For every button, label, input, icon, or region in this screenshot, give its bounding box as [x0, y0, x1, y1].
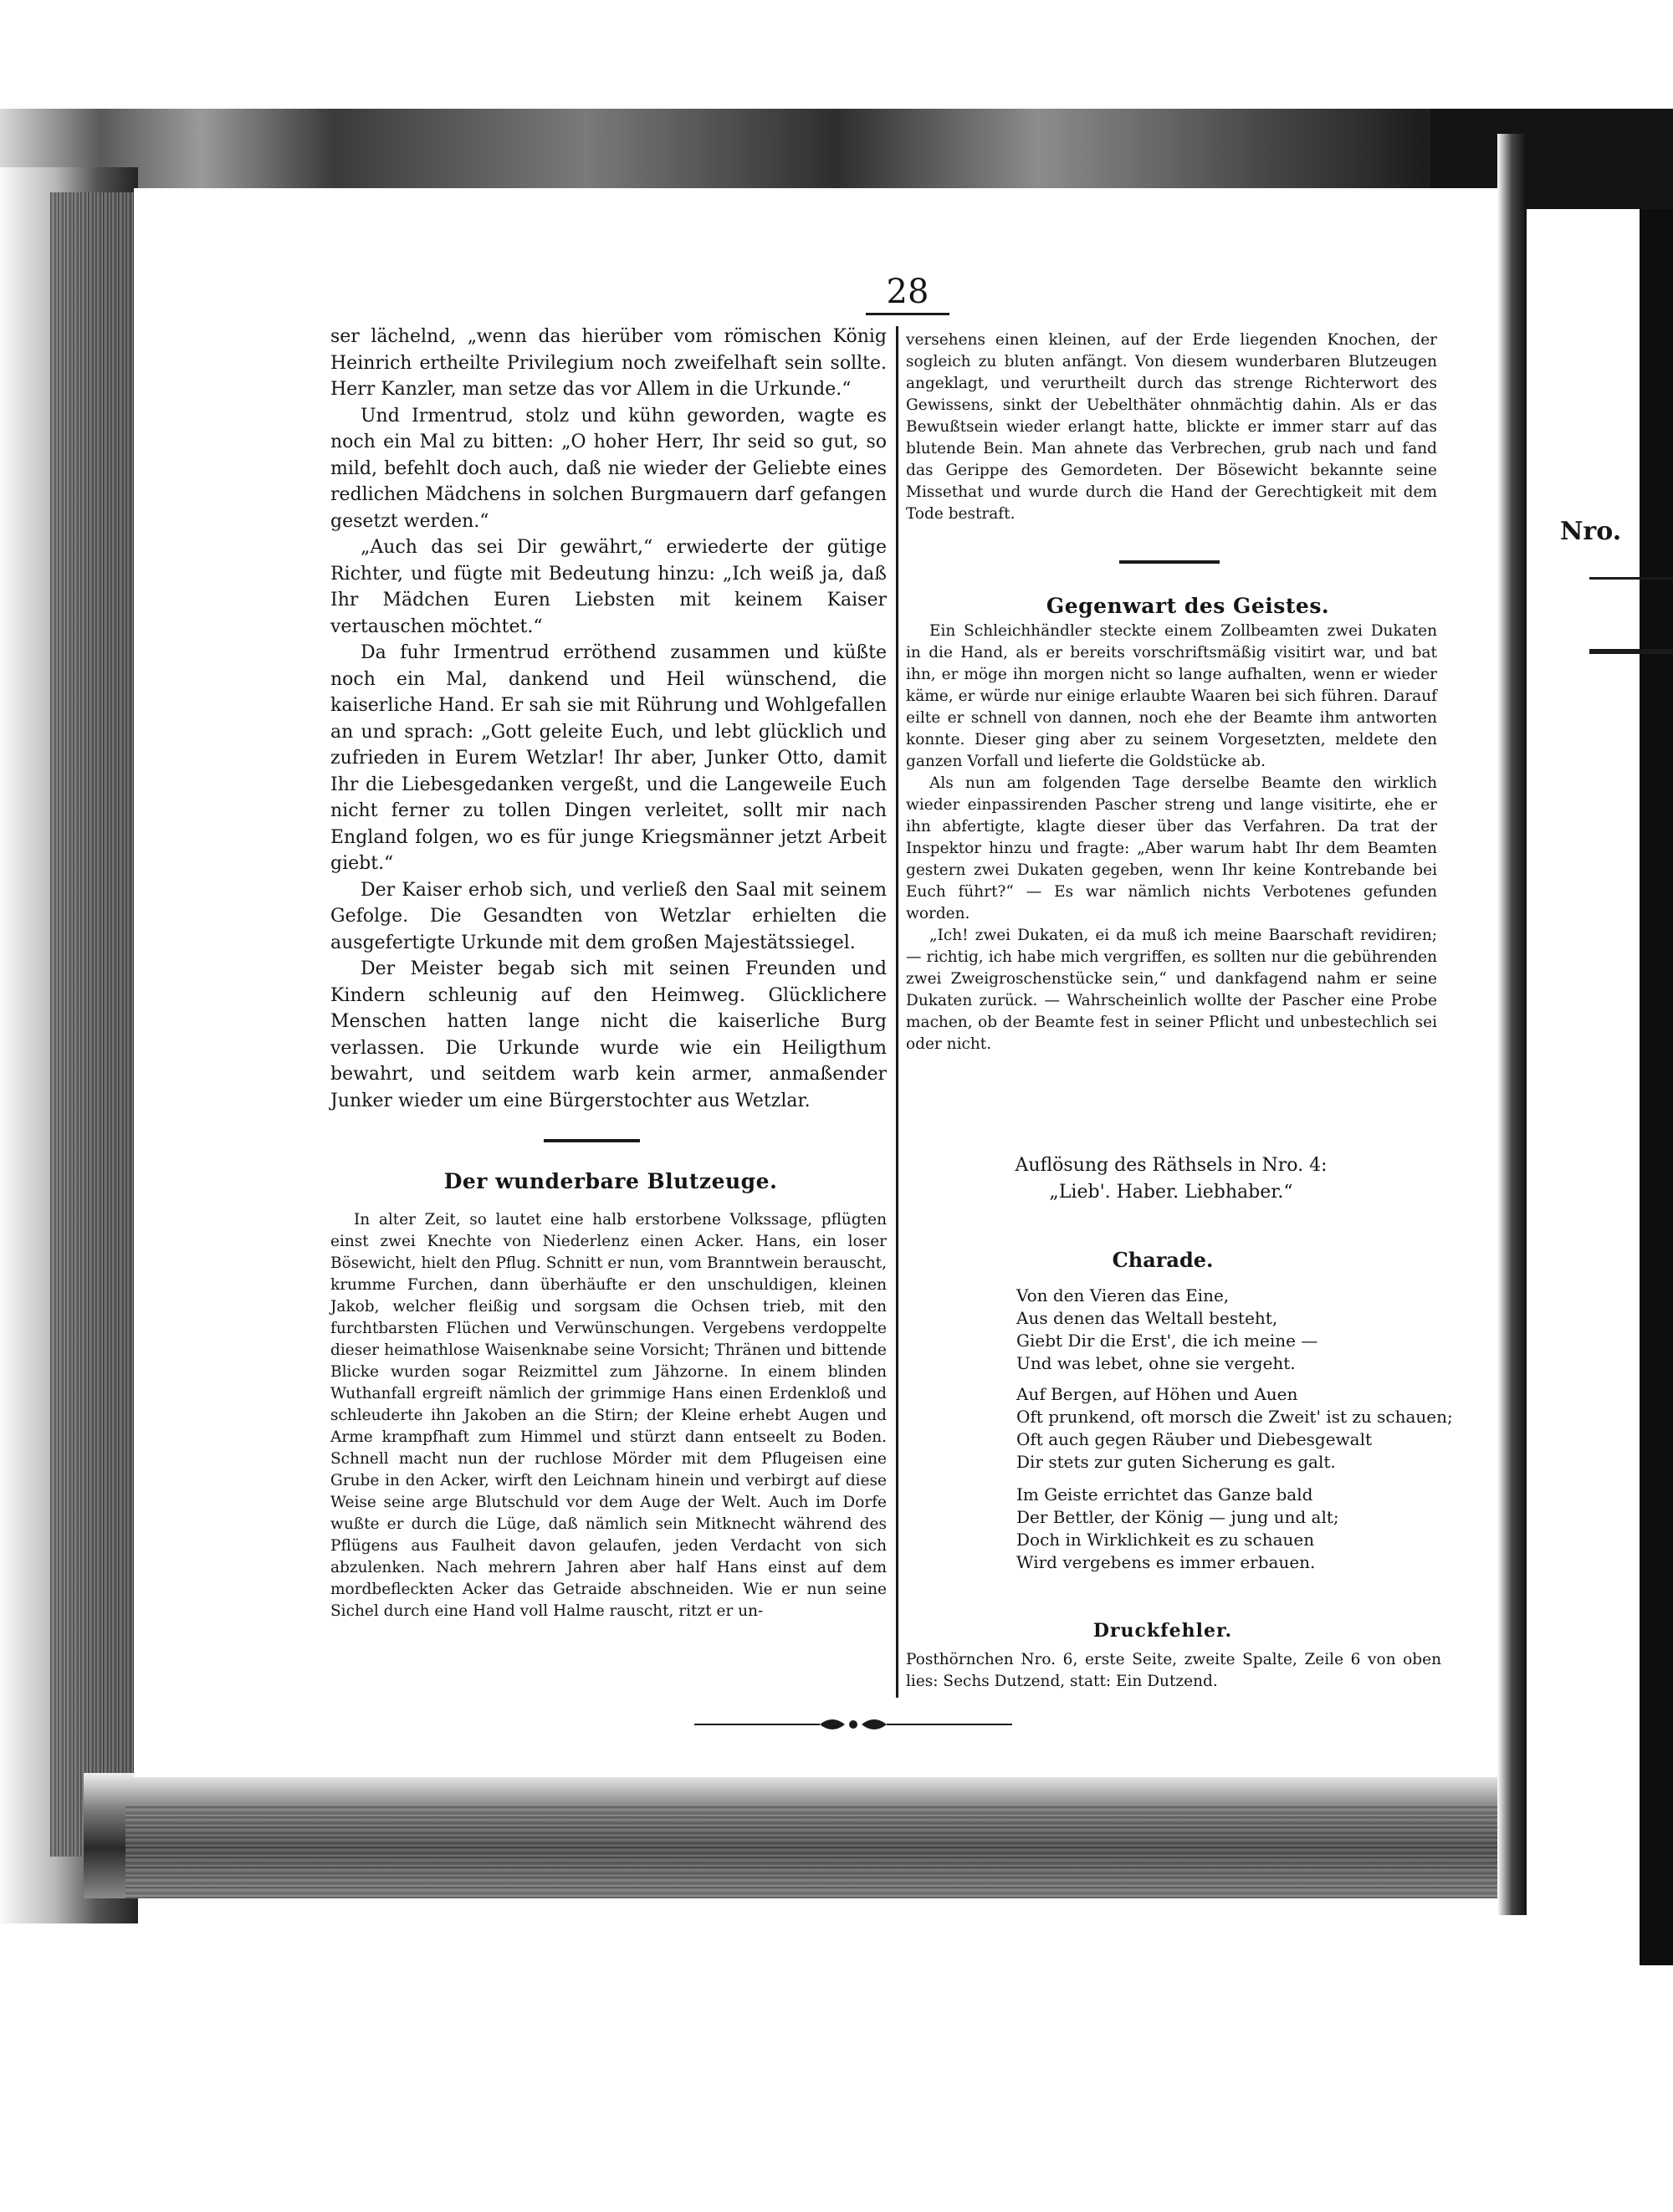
next-page-edge [1640, 209, 1673, 1965]
paragraph: Der Kaiser erhob sich, und verließ den Saal mit seinem Gefolge. Die Gesandten von Wetzlar erhielten die ausgefertigte Urkunde mit dem großen Majestätssiegel. [330, 879, 887, 953]
ornament-divider [694, 1706, 1012, 1739]
verse-line: Der Bettler, der König — jung und alt; [1016, 1507, 1339, 1527]
paragraph: Ein Schleichhändler steckte einem Zollbeamten zwei Dukaten in die Hand, als er bereits vorschriftsmäßig visitirt war, und bat ihn, er möge ihn morgen nicht so lange aufhalten, wenn er wieder käme, er würde nur einige erlaubte Waaren bei sich führen. Darauf eilte er schnell von dannen, noch ehe der Beamte ihm antworten konnte. Dieser ging aber zu seinem Vorgesetzten, meldete den ganzen Vorfall und lieferte die Goldstücke ab. [906, 622, 1437, 770]
column-divider [896, 326, 898, 1698]
verse-line: Wird vergebens es immer erbauen. [1016, 1552, 1316, 1572]
page-number: 28 [886, 273, 929, 311]
verse-line: Und was lebet, ohne sie vergeht. [1016, 1353, 1296, 1373]
book-page-stack-left [50, 192, 142, 1857]
story-title: Der wunderbare Blutzeuge. [443, 1169, 778, 1193]
paragraph: Da fuhr Irmentrud erröthend zusammen und küßte noch ein Mal, dankend und Heil wünschend, die kaiserliche Hand. Er sah sie mit Rührung und Wohlgefallen an und sprach: „Gott geleite Euch, und lebt glücklich und zufrieden in Eurem Wetzlar! Ihr aber, Junker Otto, damit Ihr die Liebesgedanken vergeßt, und die Langeweile Euch nicht ferner zu tollen Dingen verleitet, sollt mir nach England folgen, wo es für junge Kriegsmänner jetzt Arbeit giebt.“ [330, 642, 887, 874]
verse-line: Oft auch gegen Räuber und Diebesgewalt [1016, 1429, 1373, 1449]
solution-line: Auflösung des Räthsels in Nro. 4: [1015, 1155, 1328, 1176]
paragraph: In alter Zeit, so lautet eine halb erstorbene Volkssage, pflügten einst zwei Knechte von Niederlenz einen Acker. Hans, ein loser Bösewicht, hielt den Pflug. Schnitt er nun, vom Branntwein berauscht, krumme Furchen, dann überhäufte er den unschuldigen, kleinen Jakob, welcher fleißig und sorgsam die Ochsen trieb, mit den furchtbarsten Flüchen und Verwünschungen. Vergebens verdoppelte dieser heimathlose Waisenknabe seine Vorsicht; Thränen und bittende Blicke wurden sogar Reizmittel zum Jähzorne. In einem blinden Wuthanfall ergreift nämlich der grimmige Hans einen Erdenkloß und schleuderte ihn Jakoben an die Stirn; der Kleine erhebt Augen und Arme krampfhaft zum Himmel und stürzt dann entseelt zu Boden. Schnell macht nun der ruchlose Mörder mit dem Pflugeisen eine Grube in den Acker, wirft den Leichnam hinein und verbirgt auf diese Weise seine arge Blutschuld vor dem Auge der Welt. Auch im Dorfe wußte er durch die Lüge, daß nämlich sein Mitknecht während des Pflügens aus Faulheit davon gelaufen, jeden Verdacht von sich abzulenken. Nach mehrern Jahren aber half Hans einst auf dem mordbefleckten Acker das Getraide abschneiden. Wie er nun seine Sichel durch eine Hand voll Halme rauscht, ritzt er un- [330, 1211, 887, 1620]
scan-shadow-band [0, 109, 1673, 188]
anecdote-body [906, 621, 1437, 1055]
charade-stanza [1016, 1383, 1453, 1474]
paragraph: Als nun am folgenden Tage derselbe Beamte den wirklich wieder einpassirenden Pascher streng und lange visitirte, ehe er ihn abfertigte, klagte dieser über das Verfahren. Da trat der Inspektor hinzu und fragte: „Aber warum habt Ihr dem Beamten gestern zwei Dukaten gegeben, wenn Ihr keine Kontrebande bei Euch führt?“ — Es war nämlich nichts Verbotenes gefunden worden. [906, 774, 1437, 922]
paragraph: versehens einen kleinen, auf der Erde liegenden Knochen, der sogleich zu bluten anfängt. Von diesem wunderbaren Blutzeugen angeklagt, und verurtheilt durch das strenge Richterwort des Gewissens, sinkt der Uebelthäter ohnmächtig dahin. Als er das Bewußtsein wieder erlangt hatte, blickte er immer starr auf das blutende Bein. Man ahnete das Verbrechen, grub nach und fand das Gerippe des Gemordeten. Der Bösewicht bekannte seine Missethat und wurde durch die Hand der Gerechtigkeit mit dem Tode bestraft. [906, 331, 1437, 523]
anecdote-title: Gegenwart des Geistes. [1046, 594, 1330, 618]
next-page-rule [1589, 577, 1673, 580]
verse-line: Von den Vieren das Eine, [1016, 1285, 1230, 1305]
paragraph: „Auch das sei Dir gewährt,“ erwiederte der gütige Richter, und fügte mit Bedeutung hinzu: „Ich weiß ja, daß Ihr Mädchen Euren Liebsten mit keinem Kaiser vertauschen möchtet.“ [330, 537, 887, 637]
paragraph: Und Irmentrud, stolz und kühn geworden, wagte es noch ein Mal zu bitten: „O hoher Herr, Ihr seid so gut, so mild, befehlt doch auch, daß nie wieder der Geliebte eines redlichen Mädchens in solchen Burgmauern darf gefangen gesetzt werden.“ [330, 405, 887, 532]
column-left-story-end [330, 324, 887, 1114]
errata-text: Posthörnchen Nro. 6, erste Seite, zweite Spalte, Zeile 6 von oben lies: Sechs Dutzend, statt: Ein Dutzend. [906, 1651, 1441, 1690]
section-divider [1119, 560, 1220, 564]
paragraph: Der Meister begab sich mit seinen Freunden und Kindern schleunig auf den Heimweg. Glücklichere Menschen hatten lange nicht die kaiserliche Burg verlassen. Die Urkunde wurde wie ein Heiligthum bewahrt, und seitdem warb kein armer, anmaßender Junker wieder um eine Bürgerstochter aus Wetzlar. [330, 958, 887, 1111]
verse-line: Oft prunkend, oft morsch die Zweit' ist zu schauen; [1016, 1407, 1453, 1427]
paragraph: ser lächelnd, „wenn das hierüber vom römischen König Heinrich ertheilte Privilegium noch zweifelhaft sein sollte. Herr Kanzler, man setze das vor Allem in die Urkunde.“ [330, 326, 887, 400]
verse-line: Auf Bergen, auf Höhen und Auen [1016, 1384, 1298, 1404]
verse-line: Doch in Wirklichkeit es zu schauen [1016, 1530, 1315, 1550]
paragraph: „Ich! zwei Dukaten, ei da muß ich meine Baarschaft revidiren; — richtig, ich habe mich vergriffen, es sollten nur die gebührenden zwei Zweigroschenstücke sein,“ und dankfagend nahm er seine Dukaten zurück. — Wahrscheinlich wollte der Pascher eine Probe machen, ob der Beamte fest in seiner Pflicht und unbestechlich sei oder nicht. [906, 927, 1437, 1053]
verse-line: Giebt Dir die Erst', die ich meine — [1016, 1331, 1318, 1351]
scan-margin-top [0, 0, 1673, 109]
section-divider [544, 1139, 640, 1142]
book-page-stack-bottom [125, 1806, 1506, 1898]
verse-line: Im Geiste errichtet das Ganze bald [1016, 1484, 1313, 1504]
riddle-solution [912, 1152, 1430, 1206]
verse-line: Aus denen das Weltall besteht, [1016, 1308, 1278, 1328]
next-page-nro-label: Nro. [1560, 517, 1622, 546]
verse-line: Dir stets zur guten Sicherung es galt. [1016, 1452, 1336, 1472]
column-right-story-continuation [906, 330, 1437, 525]
story-body [330, 1209, 887, 1622]
charade-stanza [1016, 1484, 1435, 1574]
next-page-rule-thick [1589, 649, 1673, 654]
charade-title: Charade. [1112, 1248, 1214, 1272]
page-number-rule [866, 313, 949, 315]
book-gutter-shadow [1497, 134, 1527, 1915]
charade-stanza [1016, 1285, 1435, 1375]
solution-line: „Lieb'. Haber. Liebhaber.“ [1049, 1182, 1293, 1203]
errata-title: Druckfehler. [1092, 1620, 1233, 1642]
